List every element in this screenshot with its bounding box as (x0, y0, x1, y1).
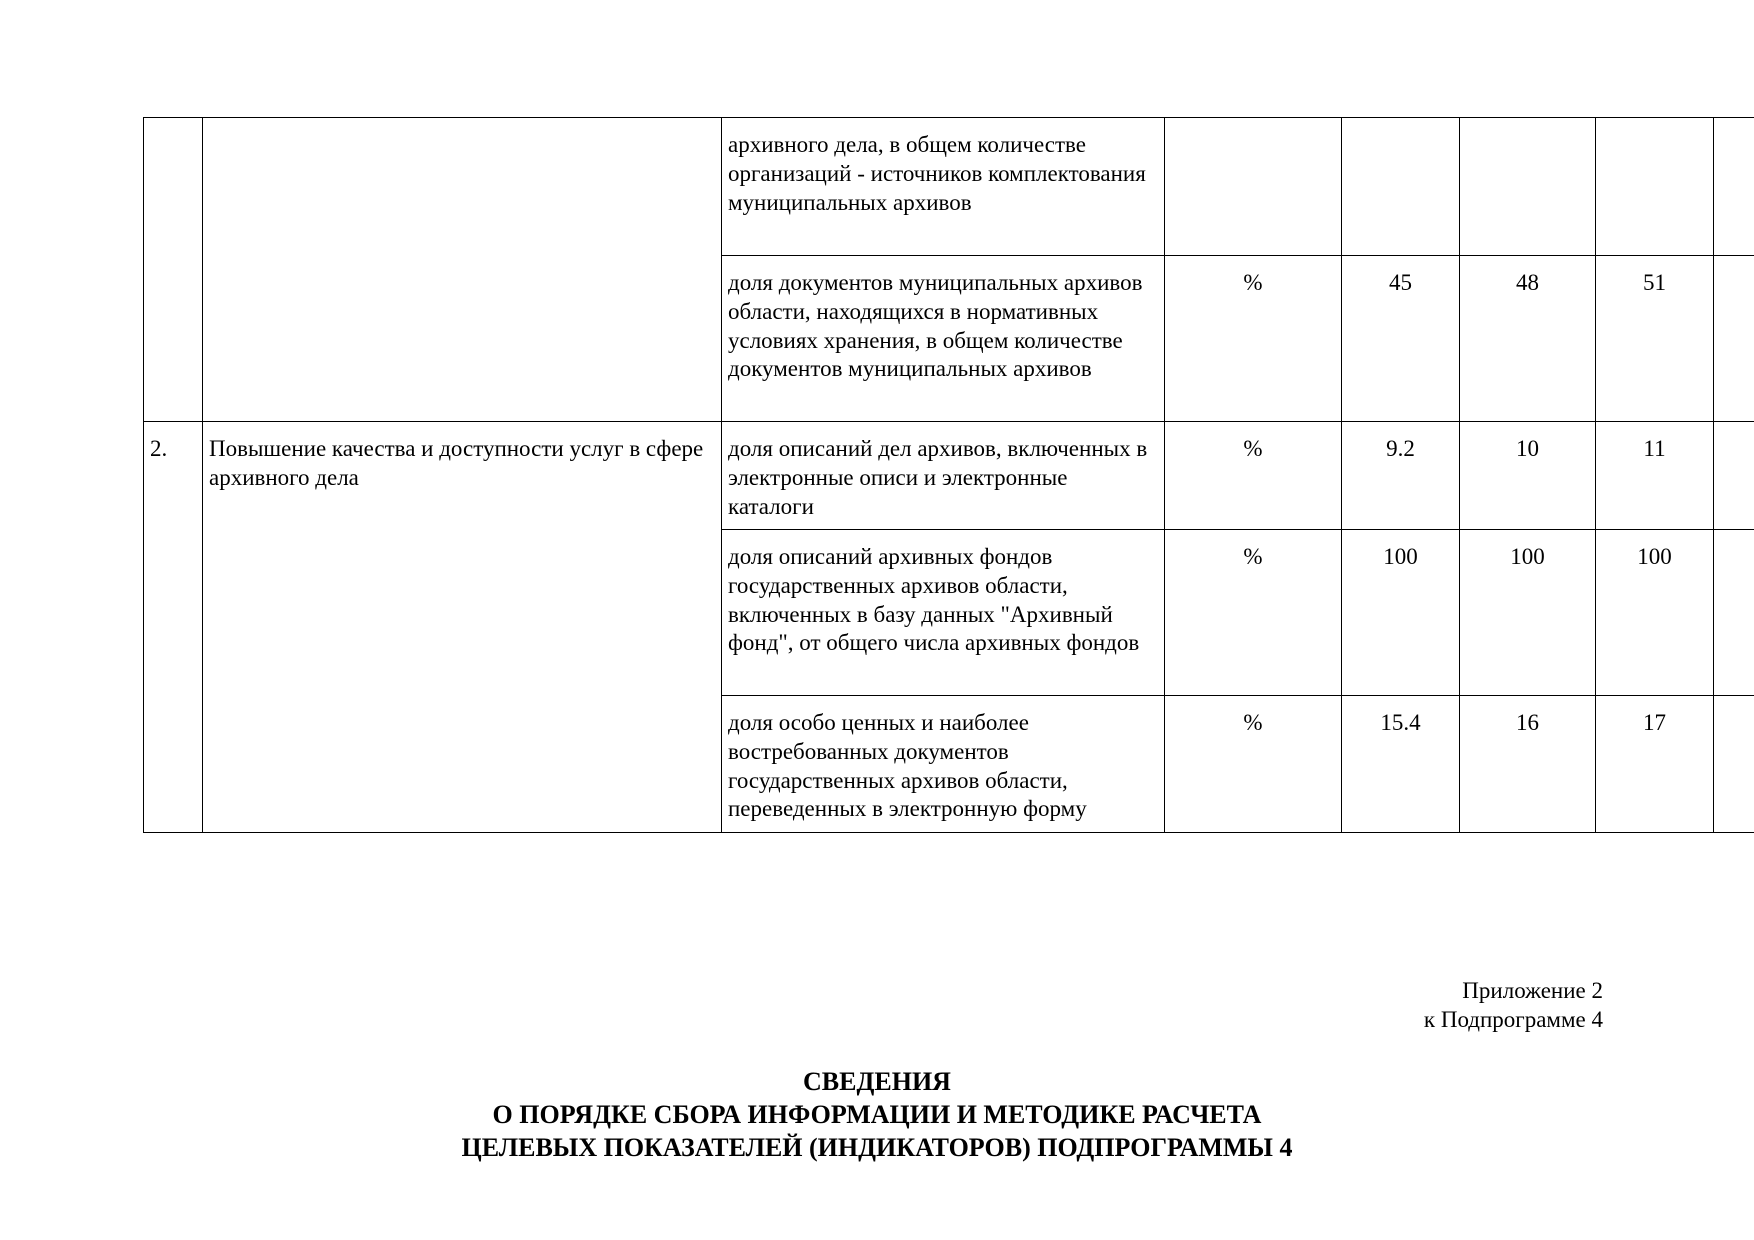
title-line-2: О ПОРЯДКЕ СБОРА ИНФОРМАЦИИ И МЕТОДИКЕ РАСЧЕТА (492, 1100, 1262, 1129)
indicator-cell: архивного дела, в общем количестве организаций - источников комплектования муниципальных архивов (722, 118, 1165, 256)
cut-off-cell (1714, 256, 1754, 422)
table-row (144, 118, 1754, 256)
unit-cell (1165, 118, 1342, 256)
value-cell-1: 15.4 (1342, 696, 1460, 833)
value-cell-1: 100 (1342, 530, 1460, 696)
value-cell-2: 10 (1460, 422, 1596, 530)
value-cell-2: 16 (1460, 696, 1596, 833)
value-cell-3 (1596, 118, 1714, 256)
value-cell-1: 9.2 (1342, 422, 1460, 530)
value-cell-3: 17 (1596, 696, 1714, 833)
indicator-cell: доля документов муниципальных архивов области, находящихся в нормативных условиях хранения, в общем количестве документов муниципальных архивов (722, 256, 1165, 422)
unit-cell: % (1165, 696, 1342, 833)
unit-cell: % (1165, 422, 1342, 530)
value-cell-2: 48 (1460, 256, 1596, 422)
cut-off-cell (1714, 118, 1754, 256)
indicators-table (143, 117, 1754, 833)
task-cell: Повышение качества и доступности услуг в сфере архивного дела (203, 422, 722, 833)
row-number-cell (144, 118, 203, 422)
indicator-cell: доля описаний дел архивов, включенных в электронные описи и электронные каталоги (722, 422, 1165, 530)
appendix-note (1300, 977, 1603, 1034)
table-row (144, 422, 1754, 530)
indicator-cell: доля описаний архивных фондов государственных архивов области, включенных в базу данных "Архивный фонд", от общего числа архивных фондов (722, 530, 1165, 696)
cut-off-cell (1714, 422, 1754, 530)
task-cell (203, 118, 722, 422)
value-cell-2 (1460, 118, 1596, 256)
unit-cell: % (1165, 256, 1342, 422)
value-cell-1 (1342, 118, 1460, 256)
value-cell-3: 100 (1596, 530, 1714, 696)
value-cell-2: 100 (1460, 530, 1596, 696)
cut-off-cell (1714, 530, 1754, 696)
value-cell-3: 51 (1596, 256, 1714, 422)
row-number-cell: 2. (144, 422, 203, 833)
document-title (280, 1065, 1474, 1164)
cut-off-cell (1714, 696, 1754, 833)
appendix-number: Приложение 2 (1462, 978, 1603, 1003)
indicator-cell: доля особо ценных и наиболее востребованных документов государственных архивов области, переведенных в электронную форму (722, 696, 1165, 833)
appendix-reference: к Подпрограмме 4 (1423, 1006, 1603, 1032)
value-cell-1: 45 (1342, 256, 1460, 422)
unit-cell: % (1165, 530, 1342, 696)
value-cell-3: 11 (1596, 422, 1714, 530)
title-line-3: ЦЕЛЕВЫХ ПОКАЗАТЕЛЕЙ (ИНДИКАТОРОВ) ПОДПРОГРАММЫ 4 (461, 1133, 1293, 1162)
title-line-1: СВЕДЕНИЯ (803, 1067, 951, 1096)
